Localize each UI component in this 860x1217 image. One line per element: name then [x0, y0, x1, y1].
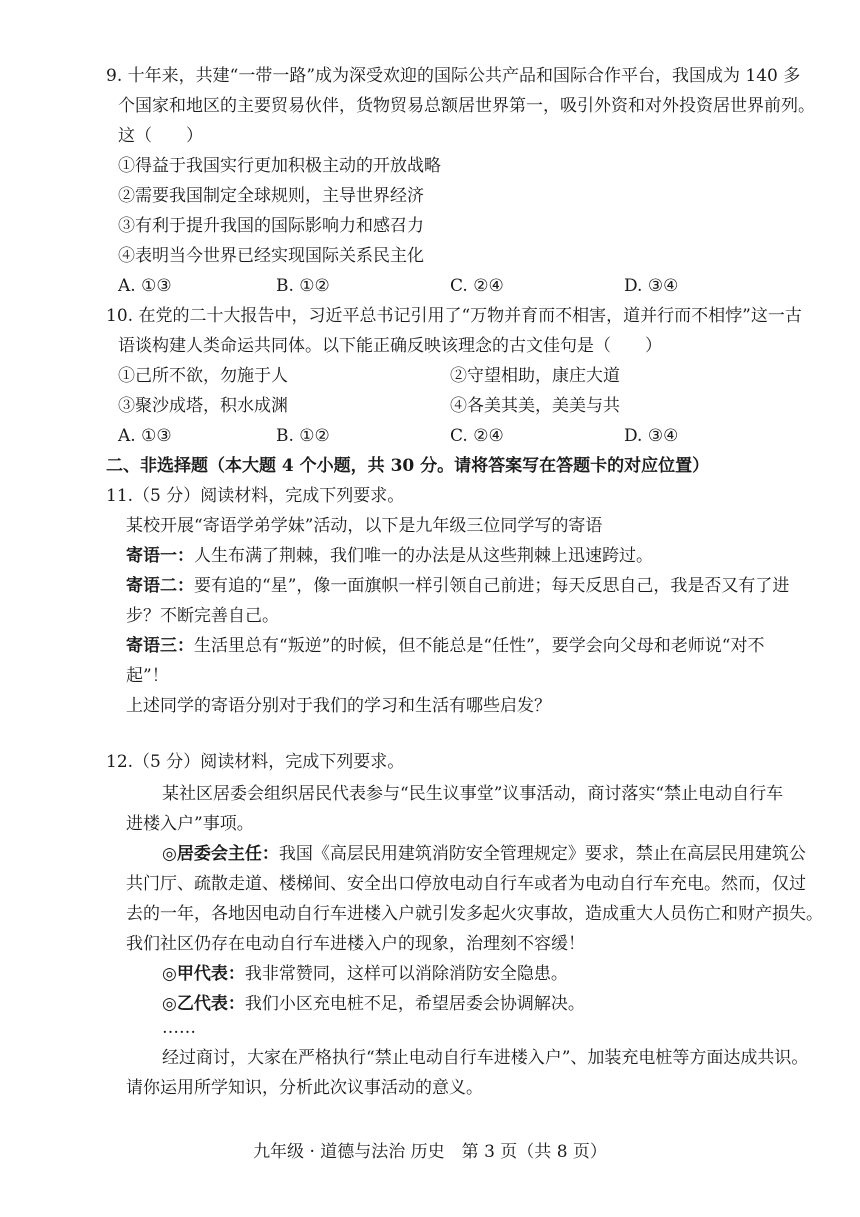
q12-conclusion-line-1: 经过商讨，大家在严格执行“禁止电动自行车进楼入户”、加装充电桩等方面达成共识。	[162, 1048, 809, 1068]
q12-chair-label: ◎居委会主任：	[162, 844, 279, 864]
q9-option-b: B. ①②	[276, 276, 330, 296]
q10-option-d: D. ③④	[624, 426, 679, 446]
q12-chair-line-4: 我们社区仍存在电动自行车进楼入户的现象，治理刻不容缓！	[126, 934, 585, 954]
q12-rep-a-label: ◎甲代表：	[162, 964, 245, 984]
q9-item-3: ③有利于提升我国的国际影响力和感召力	[118, 216, 424, 236]
q9-item-1: ①得益于我国实行更加积极主动的开放战略	[118, 156, 441, 176]
q12-para-1-line-1: 某社区居委会组织居民代表参与“民生议事堂”议事活动，商讨落实“禁止电动自行车	[162, 784, 784, 804]
q10-line-1: 10. 在党的二十大报告中，习近平总书记引用了“万物并育而不相害，道并行而不相悖”这一古	[106, 306, 802, 326]
q11-message-1-text: 人生布满了荆棘，我们唯一的办法是从这些荆棘上迅速跨过。	[194, 546, 653, 566]
q12-rep-b	[162, 992, 585, 1016]
q12-title: 12.（5 分）阅读材料，完成下列要求。	[106, 752, 405, 772]
q10-item-4: ④各美其美，美美与共	[450, 396, 620, 416]
q12-chair-line-3: 去的一年，各地因电动自行车进楼入户就引发多起火灾事故，造成重大人员伤亡和财产损失。	[126, 904, 823, 924]
page-footer: 九年级 · 道德与法治 历史 第 3 页（共 8 页）	[253, 1142, 607, 1162]
q11-title: 11.（5 分）阅读材料，完成下列要求。	[106, 486, 405, 506]
q12-chair-text-1: 我国《高层民用建筑消防安全管理规定》要求，禁止在高层民用建筑公	[278, 844, 806, 864]
q12-conclusion-line-2: 请你运用所学知识，分析此次议事活动的意义。	[126, 1078, 483, 1098]
q9-line-3: 这（ ）	[118, 126, 203, 146]
q11-message-2-label: 寄语二：	[126, 576, 194, 596]
q12-para-1-line-2: 进楼入户”事项。	[126, 814, 254, 834]
q9-option-d: D. ③④	[624, 276, 679, 296]
q9-item-4: ④表明当今世界已经实现国际关系民主化	[118, 246, 424, 266]
q10-item-1: ①己所不欲，勿施于人	[118, 366, 288, 386]
q9-option-c: C. ②④	[450, 276, 504, 296]
q11-message-2-text: 要有追的“星”，像一面旗帜一样引领自己前进；每天反思自己，我是否又有了进	[194, 576, 790, 596]
q12-rep-a	[162, 962, 568, 986]
q10-line-2: 语谈构建人类命运共同体。以下能正确反映该理念的古文佳句是（ ）	[118, 336, 662, 356]
q9-item-2: ②需要我国制定全球规则，主导世界经济	[118, 186, 424, 206]
q11-message-3-text: 生活里总有“叛逆”的时候，但不能总是“任性”，要学会向父母和老师说“对不	[194, 636, 765, 656]
q11-message-2	[126, 574, 789, 598]
q12-chair-line-1	[162, 842, 806, 866]
q11-message-3	[126, 634, 764, 658]
q11-message-3-label: 寄语三：	[126, 636, 194, 656]
q10-option-b: B. ①②	[276, 426, 330, 446]
q10-option-c: C. ②④	[450, 426, 504, 446]
q12-ellipsis: ……	[162, 1018, 196, 1038]
q11-intro: 某校开展“寄语学弟学妹”活动，以下是九年级三位同学写的寄语	[126, 516, 603, 536]
q11-question: 上述同学的寄语分别对于我们的学习和生活有哪些启发？	[126, 696, 551, 716]
q9-option-a: A. ①③	[118, 276, 172, 296]
q11-message-1	[126, 544, 653, 568]
section-2-heading: 二、非选择题（本大题 4 个小题，共 30 分。请将答案写在答题卡的对应位置）	[106, 456, 710, 476]
q9-line-1: 9. 十年来，共建“一带一路”成为深受欢迎的国际公共产品和国际合作平台，我国成为 140 多	[106, 66, 801, 86]
q10-item-2: ②守望相助，康庄大道	[450, 366, 620, 386]
q12-chair-line-2: 共门厅、疏散走道、楼梯间、安全出口停放电动自行车或者为电动自行车充电。然而，仅过	[126, 874, 806, 894]
q9-line-2: 个国家和地区的主要贸易伙伴，货物贸易总额居世界第一，吸引外资和对外投资居世界前列。	[118, 96, 815, 116]
q11-message-3-cont: 起”！	[126, 666, 169, 686]
q10-option-a: A. ①③	[118, 426, 172, 446]
q12-rep-b-text: 我们小区充电桩不足，希望居委会协调解决。	[244, 994, 585, 1014]
q11-message-1-label: 寄语一：	[126, 546, 194, 566]
q12-rep-a-text: 我非常赞同，这样可以消除消防安全隐患。	[244, 964, 568, 984]
q12-rep-b-label: ◎乙代表：	[162, 994, 245, 1014]
q11-message-2-cont: 步？不断完善自己。	[126, 606, 279, 626]
q10-item-3: ③聚沙成塔，积水成渊	[118, 396, 288, 416]
